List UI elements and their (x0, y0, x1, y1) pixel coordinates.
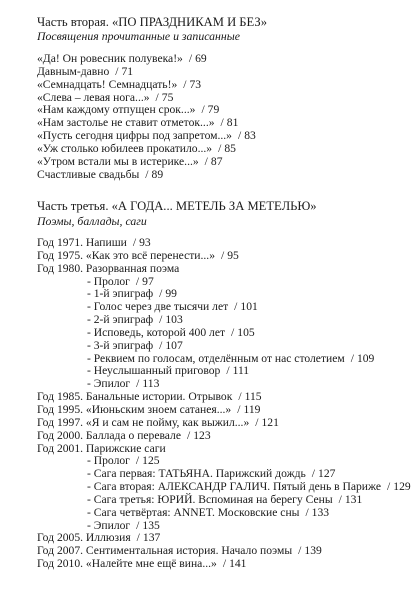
page-separator: / (136, 377, 140, 391)
toc-entry-title: - 3-й эпиграф (87, 338, 154, 352)
toc-entry (37, 169, 256, 182)
page-separator: / (183, 77, 187, 91)
toc-page-number: 113 (142, 377, 160, 391)
toc-page-number: 123 (193, 428, 211, 442)
toc-entry-title: Давным-давно (37, 64, 110, 78)
page-separator: / (221, 248, 225, 262)
toc-entry-title: «Слева – левая нога...» (37, 90, 150, 104)
toc-entry-title: «Нам каждому отпущен срок...» (37, 103, 196, 117)
page-separator: / (226, 364, 230, 378)
toc-entry-title: - 1-й эпиграф (87, 287, 154, 301)
toc-entry-title: Год 1985. Банальные истории. Отрывок (37, 390, 233, 404)
toc-entry-title: - Эпилог (87, 377, 131, 391)
toc-page-number: 75 (161, 90, 174, 104)
page-separator: / (159, 338, 163, 352)
page-separator: / (186, 428, 191, 442)
page-separator: / (188, 52, 193, 65)
page-separator: / (298, 544, 302, 558)
toc-page-number: 129 (393, 480, 411, 494)
toc-entry-title: «Нам застолье не ставит отметок...» (37, 116, 215, 130)
toc-entry-title: - Сага четвёртая: ANNET. Московские сны (87, 505, 300, 519)
toc-page-number: 87 (210, 154, 223, 168)
toc-entry-title: Год 1975. «Как это всё перенести...» (37, 248, 216, 262)
toc-page-number: 135 (142, 518, 160, 532)
toc-page-number: 101 (240, 300, 258, 314)
page-separator: / (387, 480, 391, 494)
toc-entry-title: - 2-й эпиграф (87, 313, 154, 327)
page-separator: / (220, 116, 224, 130)
toc-entry-title: - Эпилог (87, 518, 131, 532)
toc-entry-title: - Исповедь, которой 400 лет (87, 325, 226, 339)
page-separator: / (305, 505, 309, 519)
toc-entry-title: «Пусть сегодня цифры под запретом...» (37, 129, 232, 143)
page-separator: / (136, 531, 140, 545)
page-separator: / (237, 402, 241, 416)
toc-page-number: 81 (226, 116, 239, 130)
toc-page-number: 99 (165, 287, 177, 301)
page-separator: / (204, 154, 208, 168)
toc-page-number: 89 (151, 167, 164, 181)
toc-entry-title: «Да! Он ровесник полувека!» (37, 52, 183, 65)
toc-page-number: 69 (195, 52, 207, 65)
toc-page-number: 125 (142, 454, 160, 468)
toc-page-number: 97 (142, 274, 154, 288)
section-title: Часть третья. «А ГОДА... МЕТЕЛЬ ЗА МЕТЕЛЬЮ» (37, 199, 317, 213)
page-separator: / (255, 415, 259, 429)
toc-page-number: 133 (311, 505, 330, 519)
toc-page-number: 115 (244, 390, 262, 404)
section-subtitle: Посвящения прочитанные и записанные (37, 29, 240, 43)
section-title: Часть вторая. «ПО ПРАЗДНИКАМ И БЕЗ» (37, 15, 267, 29)
toc-entry-title: Год 2005. Иллюзия (37, 531, 131, 545)
toc-entry-title: Год 2000. Баллада о перевале (37, 428, 181, 442)
page-separator: / (135, 454, 140, 468)
toc-entry-title: «Уж столько юбилеев прокатило...» (37, 141, 213, 155)
page-separator: / (350, 351, 354, 365)
toc-page-number: 71 (121, 64, 134, 78)
page-separator: / (159, 313, 163, 327)
toc-entry-title: - Сага третья: ЮРИЙ. Вспоминая на берегу Сены (87, 492, 333, 506)
toc-entry-title: Год 2010. «Налейте мне ещё вина...» (37, 557, 217, 571)
toc-page-number: 73 (189, 77, 202, 91)
page-separator: / (237, 129, 242, 143)
toc-entry-title: Год 1980. Разорванная поэма (37, 261, 180, 275)
toc-entry-title: Год 2007. Сентиментальная история. Начало поэмы (37, 544, 293, 558)
toc-list (37, 237, 411, 571)
toc-page-number: 131 (344, 492, 363, 506)
page-separator: / (136, 518, 140, 532)
toc-page-number: 111 (232, 364, 250, 378)
toc-page-number: 139 (304, 544, 322, 558)
page-separator: / (132, 236, 137, 249)
page-separator: / (155, 90, 159, 104)
toc-page-number: 85 (224, 141, 236, 155)
toc-page-number: 121 (261, 415, 279, 429)
toc-page-number: 141 (229, 557, 247, 571)
toc-page-number: 109 (356, 351, 375, 365)
toc-entry-title: Год 1997. «Я и сам не пойму, как выжил...» (37, 415, 250, 429)
page-separator: / (311, 467, 316, 481)
page-separator: / (159, 287, 163, 301)
toc-entry-title: - Голос через две тысячи лет (87, 300, 229, 314)
page-separator: / (234, 300, 238, 314)
page-separator: / (218, 141, 222, 155)
section-subtitle: Поэмы, баллады, саги (37, 214, 147, 228)
toc-page-number: 83 (244, 129, 256, 143)
toc-entry-title: - Сага вторая: АЛЕКСАНДР ГАЛИЧ. Пятый день в Париже (87, 480, 382, 494)
toc-entry-title: «Утром встали мы в истерике...» (37, 154, 199, 168)
toc-entry-title: - Пролог (87, 454, 130, 468)
toc-entry-title: - Пролог (87, 274, 130, 288)
page-separator: / (338, 492, 342, 506)
toc-entry-title: Счастливые свадьбы (37, 167, 140, 181)
toc-entry-title: - Сага первая: ТАТЬЯНА. Парижский дождь (87, 467, 306, 481)
toc-page-number: 95 (227, 248, 239, 262)
toc-entry-title: Год 2001. Парижские саги (37, 441, 166, 455)
toc-page-number: 93 (139, 236, 151, 249)
toc-page-number: 103 (165, 313, 183, 327)
toc-page-number: 119 (243, 402, 261, 416)
toc-page-number: 127 (318, 467, 336, 481)
toc-entry-title: «Семнадцать! Семнадцать!» (37, 77, 178, 91)
page-separator: / (238, 390, 242, 404)
page-separator: / (135, 274, 140, 288)
toc-entry-title: Год 1971. Напиши (37, 236, 127, 249)
toc-page-number: 105 (237, 325, 255, 339)
page-separator: / (222, 557, 227, 571)
page-separator: / (231, 325, 235, 339)
toc-list (37, 53, 256, 181)
toc-page-number: 137 (142, 531, 161, 545)
toc-entry-title: - Реквием по голосам, отделённым от нас столетием (87, 351, 345, 365)
toc-entry-title: Год 1995. «Июньским зноем сатанея...» (37, 402, 232, 416)
toc-page-number: 79 (207, 103, 220, 117)
toc-entry (37, 558, 411, 571)
toc-entry-title: - Неуслышанный приговор (87, 364, 221, 378)
page-separator: / (115, 64, 119, 78)
toc-page-number: 107 (165, 338, 183, 352)
page-separator: / (145, 167, 149, 181)
page-separator: / (201, 103, 205, 117)
